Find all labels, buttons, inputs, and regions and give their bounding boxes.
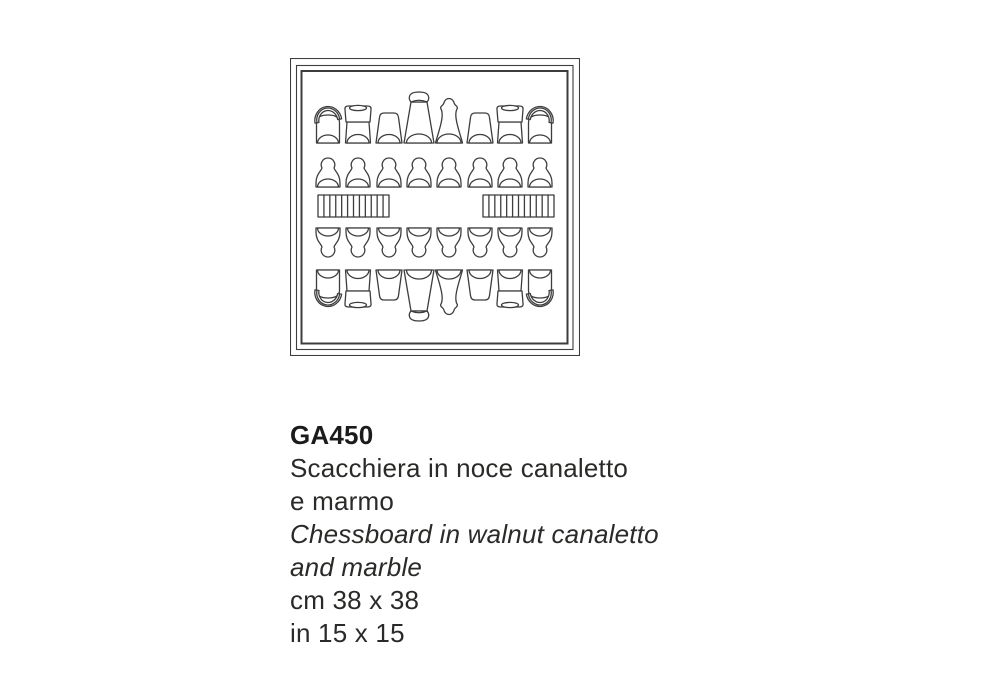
pawn-piece	[407, 228, 431, 257]
pawn-piece	[377, 228, 401, 257]
chessboard-box-technical-drawing	[290, 58, 580, 356]
product-name-en-line1: Chessboard in walnut canaletto	[290, 519, 659, 549]
rook-piece	[497, 270, 523, 308]
bishop-piece	[467, 270, 493, 300]
rook-piece	[345, 270, 371, 308]
knight-piece	[313, 270, 342, 308]
pawn-piece	[498, 158, 522, 187]
product-code: GA450	[290, 420, 374, 450]
pawn-piece	[316, 158, 340, 187]
pawn-piece	[468, 228, 492, 257]
king-piece	[404, 92, 434, 143]
pawn-piece	[407, 158, 431, 187]
knight-piece	[313, 105, 342, 143]
rook-piece	[497, 105, 523, 143]
product-name-en-line2: and marble	[290, 552, 423, 582]
product-name-it-line2: e marmo	[290, 486, 394, 516]
rook-piece	[345, 105, 371, 143]
divider-bar	[483, 195, 554, 217]
pawn-piece	[528, 158, 552, 187]
knight-piece	[526, 270, 555, 308]
knight-piece	[526, 105, 555, 143]
pawn-piece	[346, 158, 370, 187]
product-name-it-line1: Scacchiera in noce canaletto	[290, 453, 629, 483]
pawn-piece	[346, 228, 370, 257]
bishop-piece	[467, 113, 493, 143]
pawn-piece	[377, 158, 401, 187]
pawn-piece	[498, 228, 522, 257]
product-info	[290, 419, 659, 650]
king-piece	[404, 270, 434, 321]
product-size-in: in 15 x 15	[290, 618, 405, 648]
queen-piece	[436, 270, 463, 315]
chess-pieces-layer	[313, 92, 556, 321]
pawn-piece	[528, 228, 552, 257]
pawn-piece	[316, 228, 340, 257]
divider-bar	[318, 195, 389, 217]
pawn-piece	[468, 158, 492, 187]
bishop-piece	[376, 113, 402, 143]
pawn-piece	[437, 158, 461, 187]
product-size-cm: cm 38 x 38	[290, 585, 420, 615]
bishop-piece	[376, 270, 402, 300]
pawn-piece	[437, 228, 461, 257]
queen-piece	[436, 99, 463, 144]
